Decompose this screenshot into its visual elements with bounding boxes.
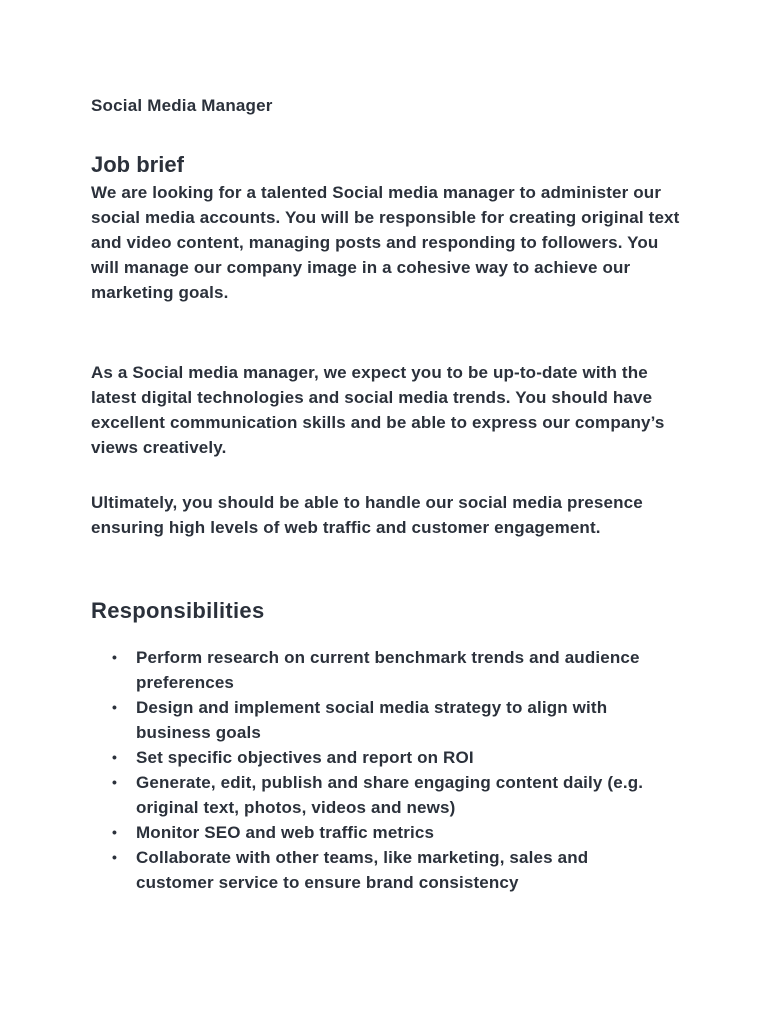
bullet-icon: •	[112, 699, 118, 715]
document-title: Social Media Manager	[91, 96, 273, 115]
list-item-text: Collaborate with other teams, like marketing, sales and customer service to ensure brand consistency	[136, 848, 589, 892]
list-item	[91, 745, 661, 770]
bullet-icon: •	[112, 774, 118, 790]
list-item-text: Monitor SEO and web traffic metrics	[136, 823, 435, 842]
list-item-text: Set specific objectives and report on ROI	[136, 748, 474, 767]
list-item-text: Generate, edit, publish and share engaging content daily (e.g. original text, photos, videos and news)	[136, 773, 644, 817]
list-item	[91, 845, 661, 895]
bullet-icon: •	[112, 824, 118, 840]
bullet-icon: •	[112, 849, 118, 865]
job-brief-heading: Job brief	[91, 152, 184, 177]
bullet-icon: •	[112, 749, 118, 765]
list-item	[91, 770, 661, 820]
list-item	[91, 695, 661, 745]
job-brief-paragraph: We are looking for a talented Social media manager to administer our social media accounts. You will be responsible for creating original text and video content, managing posts and responding to followers. You will manage our company image in a cohesive way to achieve our marketing goals.	[91, 183, 680, 302]
job-brief-paragraph: Ultimately, you should be able to handle our social media presence ensuring high levels of web traffic and customer engagement.	[91, 493, 643, 537]
responsibilities-list	[91, 645, 691, 895]
bullet-icon: •	[112, 649, 118, 665]
list-item	[91, 645, 661, 695]
list-item-text: Design and implement social media strategy to align with business goals	[136, 698, 608, 742]
list-item-text: Perform research on current benchmark trends and audience preferences	[136, 648, 640, 692]
list-item	[91, 820, 661, 845]
responsibilities-heading: Responsibilities	[91, 598, 265, 623]
job-brief-paragraph: As a Social media manager, we expect you to be up-to-date with the latest digital technologies and social media trends. You should have excellent communication skills and be able to express our company’s views creatively.	[91, 363, 665, 457]
